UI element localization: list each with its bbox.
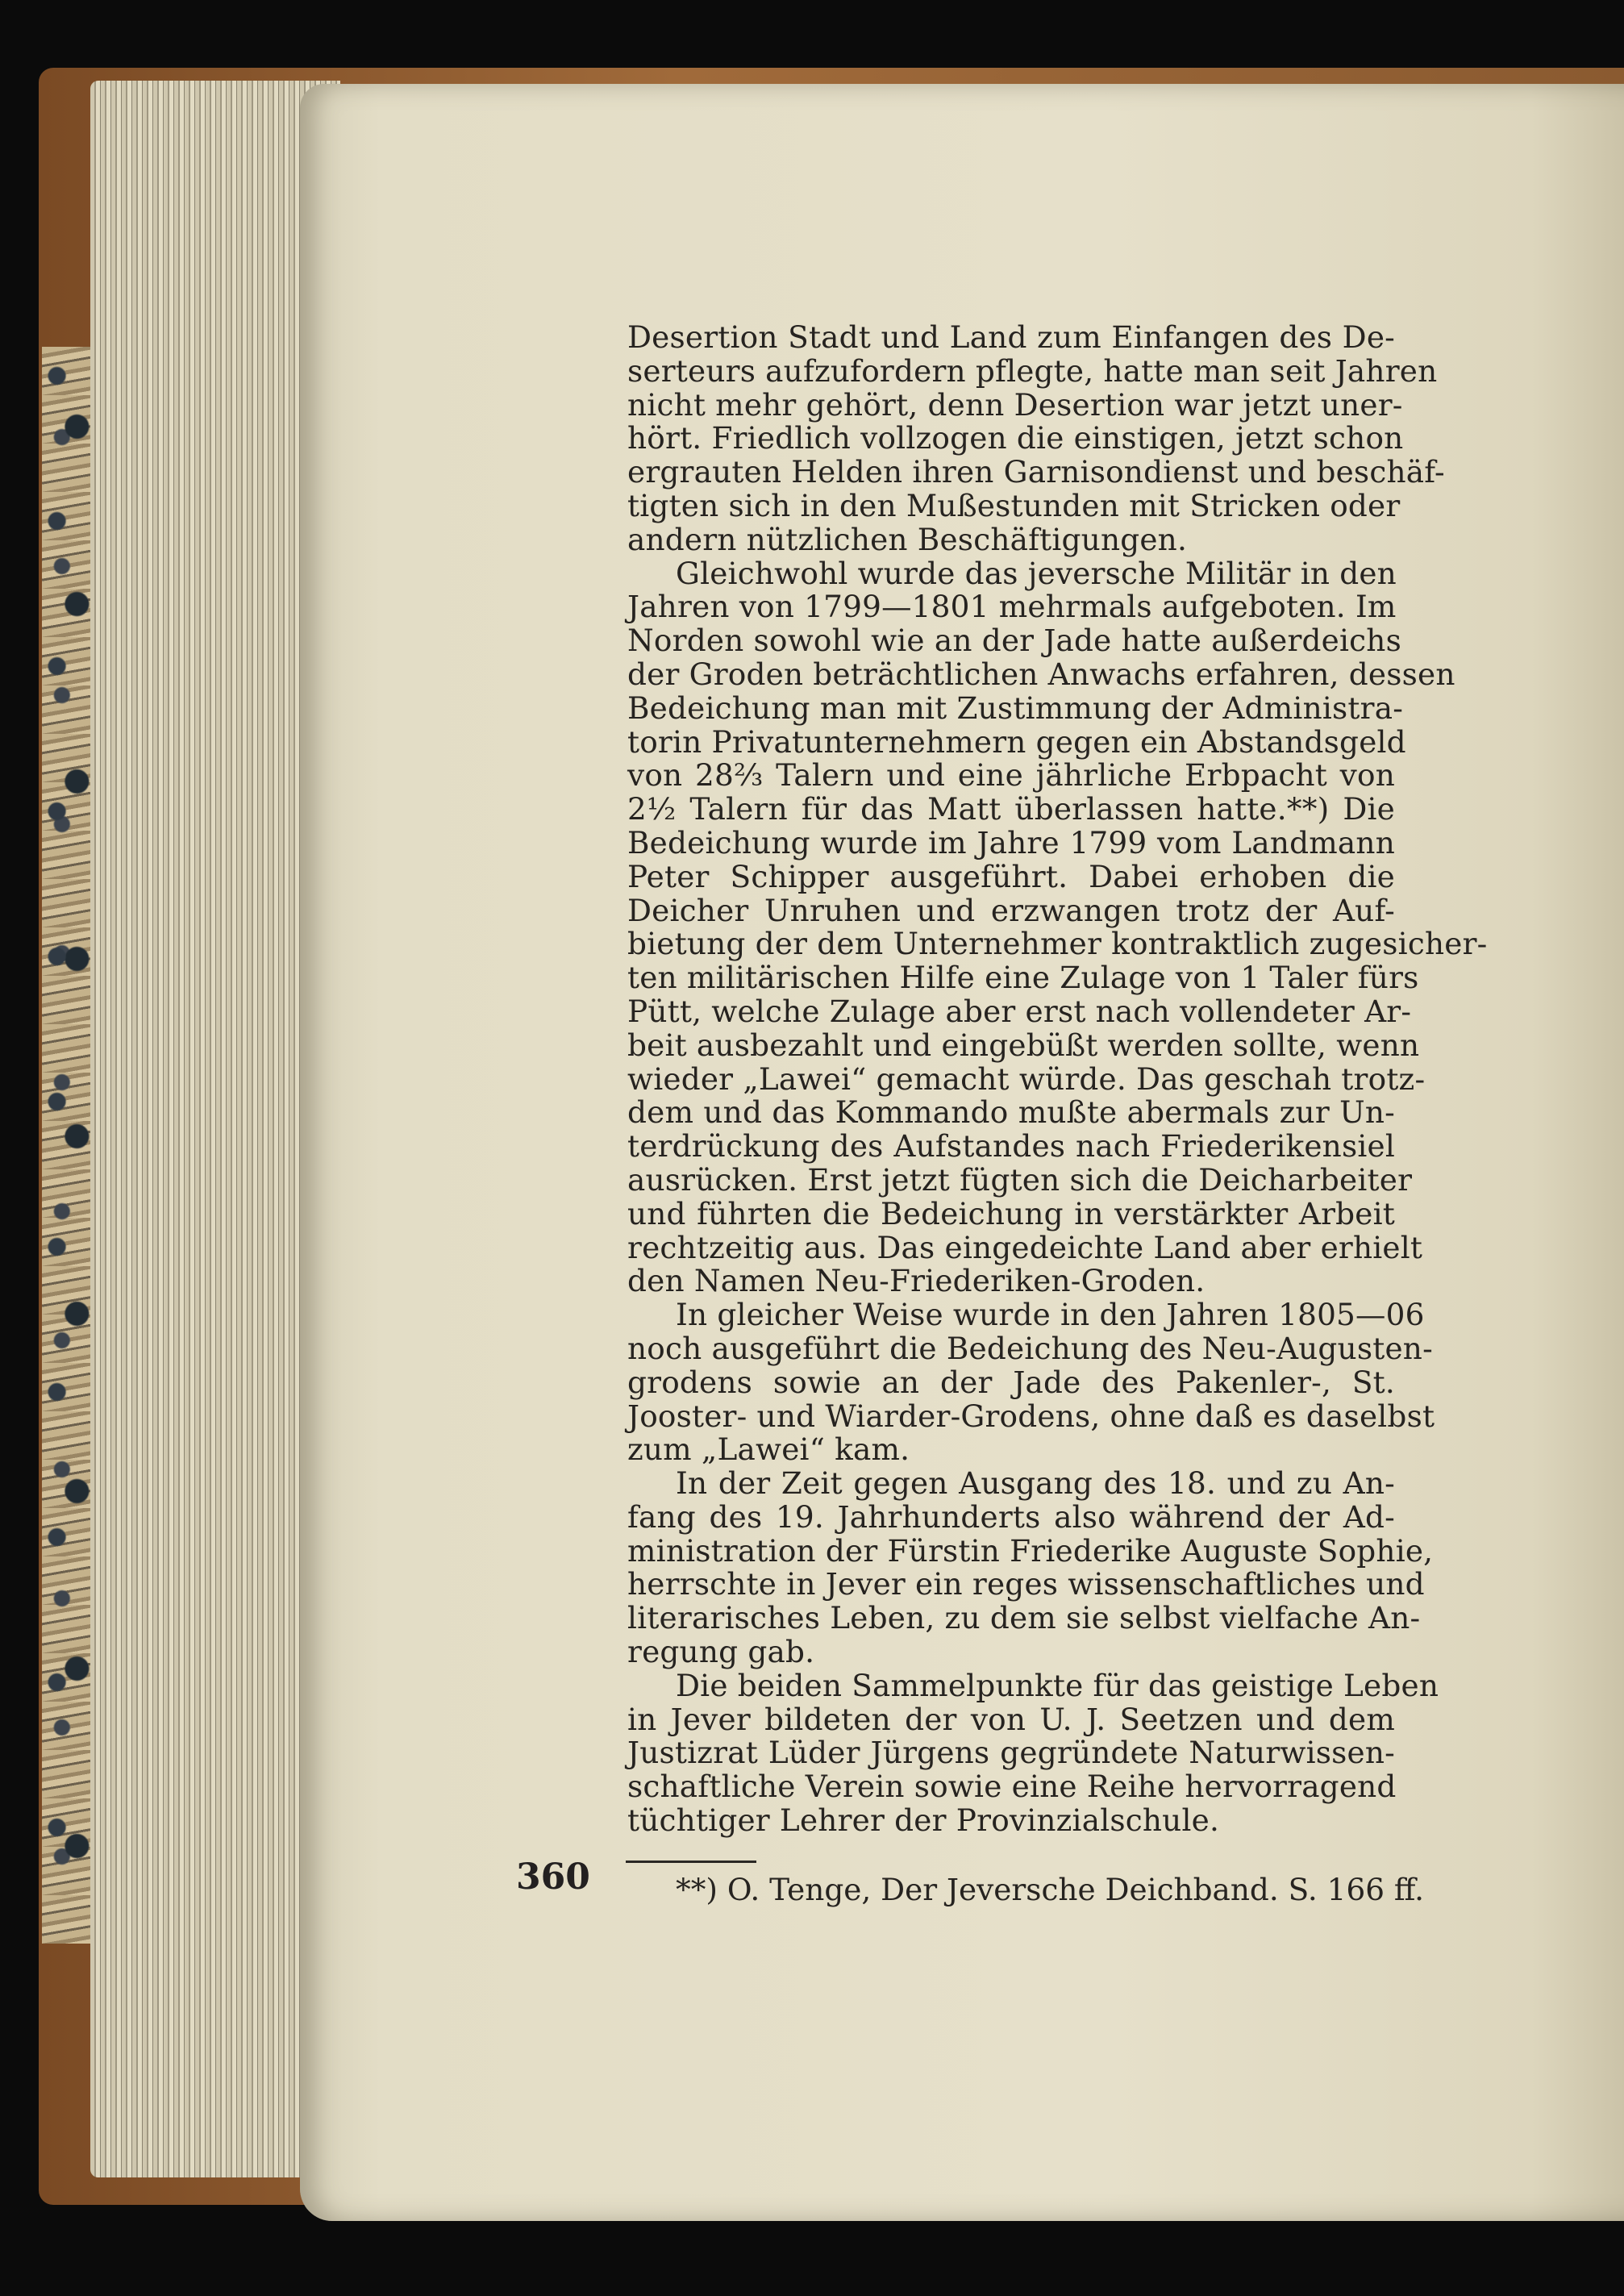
text-line: und führten die Bedeichung in verstärkter Arbeit <box>627 1195 1395 1231</box>
marbled-page-edge <box>42 347 92 1944</box>
text-line: ten militärischen Hilfe eine Zulage von 1 Taler fürs <box>627 960 1419 996</box>
text-line: beit ausbezahlt und eingebüßt werden sollte, wenn <box>627 1027 1420 1063</box>
text-line: dem und das Kommando mußte abermals zur Un- <box>627 1094 1395 1131</box>
text-line: ministration der Fürstin Friederike Auguste Sophie, <box>627 1532 1434 1569</box>
text-line: Gleichwohl wurde das jeversche Militär in den <box>676 555 1397 591</box>
text-line: Bedeichung man mit Zustimmung der Administra- <box>627 690 1404 726</box>
text-line: hört. Friedlich vollzogen die einstigen, jetzt schon <box>627 420 1404 456</box>
text-line: grodens sowie an der Jade des Pakenler-, St. <box>627 1364 1395 1400</box>
text-line: Deicher Unruhen und erzwangen trotz der Auf- <box>627 892 1395 928</box>
text-line: herrschte in Jever ein reges wissenschaftliches und <box>627 1566 1425 1602</box>
text-line: tigten sich in den Mußestunden mit Stricken oder <box>627 487 1401 523</box>
text-line: torin Privatunternehmern gegen ein Abstandsgeld <box>627 723 1406 760</box>
text-line: regung gab. <box>627 1634 815 1670</box>
text-line: in Jever bildeten der von U. J. Seetzen und dem <box>627 1701 1395 1737</box>
text-line: ausrücken. Erst jetzt fügten sich die Deicharbeiter <box>627 1161 1413 1198</box>
text-line: fang des 19. Jahrhunderts also während der Ad- <box>627 1498 1395 1535</box>
text-line: In der Zeit gegen Ausgang des 18. und zu An- <box>676 1465 1395 1502</box>
text-line: bietung der dem Unternehmer kontraktlich zugesicher- <box>627 926 1488 962</box>
text-line: schaftliche Verein sowie eine Reihe hervorragend <box>627 1769 1397 1805</box>
text-line: Die beiden Sammelpunkte für das geistige Leben <box>676 1667 1439 1703</box>
text-line: rechtzeitig aus. Das eingedeichte Land aber erhielt <box>627 1229 1423 1265</box>
text-line: nicht mehr gehört, denn Desertion war jetzt uner- <box>627 386 1403 423</box>
text-line: Justizrat Lüder Jürgens gegründete Naturwissen- <box>627 1735 1395 1771</box>
text-line: den Namen Neu-Friederiken-Groden. <box>627 1263 1206 1299</box>
text-line: noch ausgeführt die Bedeichung des Neu-Augusten- <box>627 1330 1433 1366</box>
text-line: wieder „Lawei“ gemacht würde. Das geschah trotz- <box>627 1060 1426 1097</box>
text-line: Pütt, welche Zulage aber erst nach vollendeter Ar- <box>627 993 1412 1029</box>
text-line: Jooster- und Wiarder-Grodens, ohne daß es daselbst <box>627 1398 1435 1434</box>
text-line: In gleicher Weise wurde in den Jahren 1805—06 <box>676 1297 1425 1333</box>
text-line: terdrückung des Aufstandes nach Friederikensiel <box>627 1128 1395 1165</box>
footnote: **) O. Tenge, Der Jeversche Deichband. S. 166 ff. <box>676 1872 1425 1907</box>
text-line: ergrauten Helden ihren Garnisondienst und beschäf- <box>627 454 1445 490</box>
text-line: von 28⅔ Talern und eine jährliche Erbpacht von <box>627 757 1395 794</box>
text-line: Peter Schipper ausgeführt. Dabei erhoben die <box>627 858 1395 894</box>
text-line: Bedeichung wurde im Jahre 1799 vom Landmann <box>627 824 1395 860</box>
text-line: 2½ Talern für das Matt überlassen hatte.**) Die <box>627 791 1395 827</box>
text-line: Norden sowohl wie an der Jade hatte außerdeichs <box>627 623 1401 659</box>
text-line: Desertion Stadt und Land zum Einfangen des De- <box>627 319 1395 355</box>
text-line: zum „Lawei“ kam. <box>627 1431 910 1468</box>
text-line: tüchtiger Lehrer der Provinzialschule. <box>627 1802 1220 1839</box>
text-line: literarisches Leben, zu dem sie selbst vielfache An- <box>627 1600 1421 1636</box>
body-text <box>627 319 1488 1839</box>
text-line: Jahren von 1799—1801 mehrmals aufgeboten. Im <box>627 589 1397 625</box>
page-number: 360 <box>516 1856 590 1898</box>
text-line: andern nützlichen Beschäftigungen. <box>627 521 1188 557</box>
footnote-rule <box>626 1861 756 1863</box>
text-line: serteurs aufzufordern pflegte, hatte man seit Jahren <box>627 352 1438 389</box>
text-line: der Groden beträchtlichen Anwachs erfahren, dessen <box>627 656 1455 692</box>
